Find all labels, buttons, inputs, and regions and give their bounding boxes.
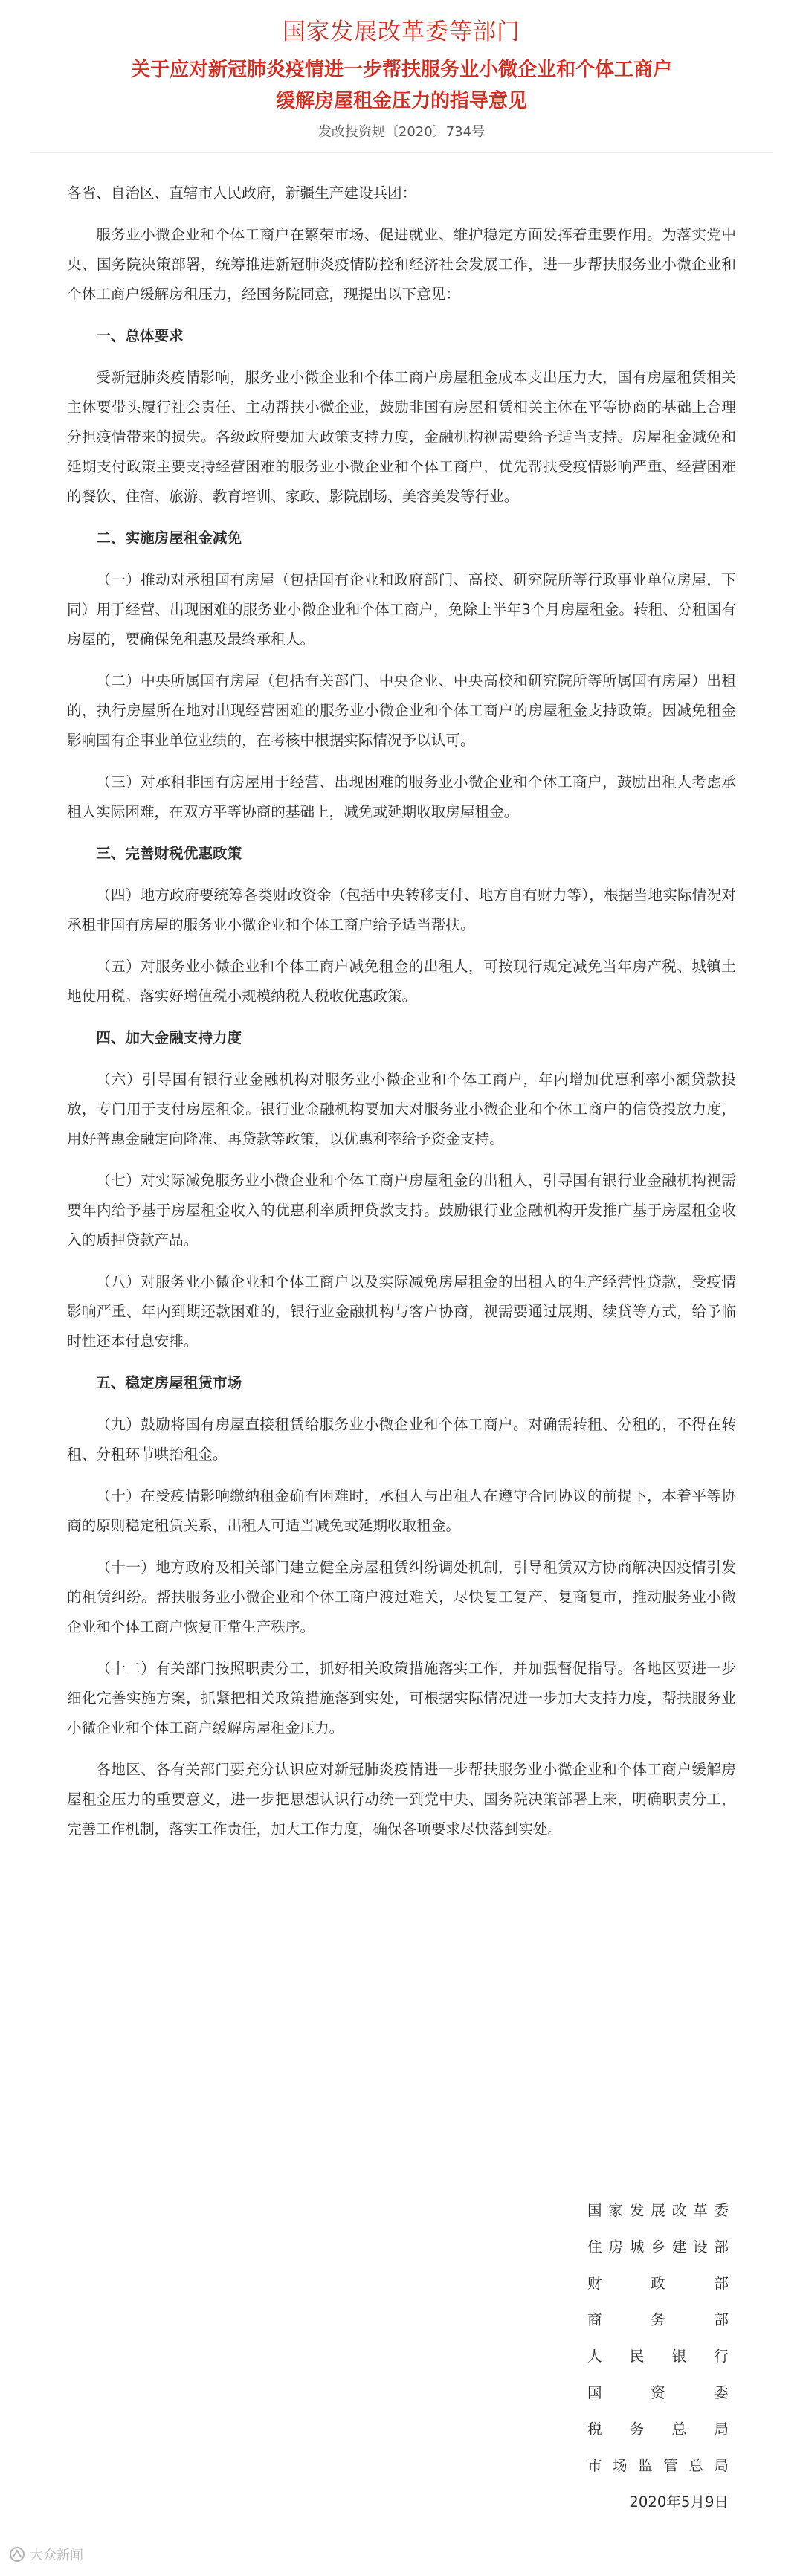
signatory-mofcom: 商务部 xyxy=(587,2311,729,2328)
watermark xyxy=(9,2543,83,2566)
clause-2: （二）中央所属国有房屋（包括有关部门、中央企业、中央高校和研究院所等所属国有房屋）出租的，执行房屋所在地对出现经营困难的服务业小微企业和个体工商户的房屋租金支持政策。因减免租金影响国有企事业单位业绩的，在考核中根据实际情况予以认可。 xyxy=(67,672,736,749)
signatory-sta: 税务总局 xyxy=(587,2421,729,2438)
clause-8: （八）对服务业小微企业和个体工商户以及实际减免房屋租金的出租人的生产经营性贷款，受疫情影响严重、年内到期还款困难的，银行业金融机构与客户协商，视需要通过展期、续贷等方式，给予临时性还本付息安排。 xyxy=(67,1273,736,1350)
signatory-block xyxy=(587,2192,729,2520)
news-logo-icon xyxy=(9,2546,25,2563)
signatory-samr: 市场监管总局 xyxy=(587,2457,729,2474)
signatory-ndrc: 国家发展改革委 xyxy=(587,2202,729,2219)
section-heading-3: 三、完善财税优惠政策 xyxy=(96,845,242,862)
clause-11: （十一）地方政府及相关部门建立健全房屋租赁纠纷调处机制，引导租赁双方协商解决因疫情引发的租赁纠纷。帮扶服务业小微企业和个体工商户渡过难关，尽快复工复产、复商复市，推动服务业小微企业和个体工商户恢复正常生产秩序。 xyxy=(67,1559,736,1635)
salutation: 各省、自治区、直辖市人民政府，新疆生产建设兵团： xyxy=(67,184,417,202)
clause-9: （九）鼓励将国有房屋直接租赁给服务业小微企业和个体工商户。对确需转租、分租的，不得在转租、分租环节哄抬租金。 xyxy=(67,1416,736,1463)
clause-7: （七）对实际减免服务业小微企业和个体工商户房屋租金的出租人，引导国有银行业金融机构视需要年内给予基于房屋租金收入的优惠利率质押贷款支持。鼓励银行业金融机构开发推广基于房屋租金收入的质押贷款产品。 xyxy=(67,1172,736,1249)
clause-3: （三）对承租非国有房屋用于经营、出现困难的服务业小微企业和个体工商户，鼓励出租人考虑承租人实际困难，在双方平等协商的基础上，减免或延期收取房屋租金。 xyxy=(67,773,736,820)
signatory-mohurd: 住房城乡建设部 xyxy=(587,2238,729,2255)
section-heading-4: 四、加大金融支持力度 xyxy=(96,1029,242,1046)
intro-paragraph: 服务业小微企业和个体工商户在繁荣市场、促进就业、维护稳定方面发挥着重要作用。为落实党中央、国务院决策部署，统筹推进新冠肺炎疫情防控和经济社会发展工作，进一步帮扶服务业小微企业和个体工商户缓解房租压力，经国务院同意，现提出以下意见： xyxy=(67,226,736,303)
clause-6: （六）引导国有银行业金融机构对服务业小微企业和个体工商户，年内增加优惠利率小额贷款投放，专门用于支付房屋租金。银行业金融机构要加大对服务业小微企业和个体工商户的信贷投放力度，用好普惠金融定向降准、再贷款等政策，以优惠利率给予资金支持。 xyxy=(67,1071,736,1147)
clause-10: （十）在受疫情影响缴纳租金确有困难时，承租人与出租人在遵守合同协议的前提下，本着平等协商的原则稳定租赁关系，出租人可适当减免或延期收取租金。 xyxy=(67,1487,736,1534)
closing-paragraph: 各地区、各有关部门要充分认识应对新冠肺炎疫情进一步帮扶服务业小微企业和个体工商户缓解房屋租金压力的重要意义，进一步把思想认识行动统一到党中央、国务院决策部署上来，明确职责分工，完善工作机制，落实工作责任，加大工作力度，确保各项要求尽快落到实处。 xyxy=(67,1761,736,1838)
document-title-line-1: 关于应对新冠肺炎疫情进一步帮扶服务业小微企业和个体工商户 xyxy=(130,59,672,81)
section-heading-5: 五、稳定房屋租赁市场 xyxy=(96,1374,242,1391)
document-title-line-2: 缓解房屋租金压力的指导意见 xyxy=(275,90,527,112)
document-body xyxy=(67,178,736,1856)
section-heading-1: 一、总体要求 xyxy=(96,327,184,344)
document-header xyxy=(0,0,803,152)
clause-12: （十二）有关部门按照职责分工，抓好相关政策措施落实工作，并加强督促指导。各地区要进一步细化完善实施方案，抓紧把相关政策措施落到实处，可根据实际情况进一步加大支持力度，帮扶服务业小微企业和个体工商户缓解房屋租金压力。 xyxy=(67,1660,736,1736)
watermark-text: 大众新闻 xyxy=(30,2548,83,2563)
header-divider xyxy=(30,152,773,153)
signatory-mof: 财政部 xyxy=(587,2275,729,2292)
clause-5: （五）对服务业小微企业和个体工商户减免租金的出租人，可按现行规定减免当年房产税、城镇土地使用税。落实好增值税小规模纳税人税收优惠政策。 xyxy=(67,958,736,1005)
clause-1: （一）推动对承租国有房屋（包括国有企业和政府部门、高校、研究院所等行政事业单位房屋，下同）用于经营、出现困难的服务业小微企业和个体工商户，免除上半年3个月房屋租金。转租、分租国有房屋的，要确保免租惠及最终承租人。 xyxy=(67,571,736,648)
issuer-title: 国家发展改革委等部门 xyxy=(283,19,520,45)
signatory-sasac: 国资委 xyxy=(587,2384,729,2401)
signatory-pboc: 人民银行 xyxy=(587,2348,729,2365)
section-1-paragraph: 受新冠肺炎疫情影响，服务业小微企业和个体工商户房屋租金成本支出压力大，国有房屋租赁相关主体要带头履行社会责任、主动帮扶小微企业，鼓励非国有房屋租赁相关主体在平等协商的基础上合理分担疫情带来的损失。各级政府要加大政策支持力度，金融机构视需要给予适当支持。房屋租金减免和延期支付政策主要支持经营困难的服务业小微企业和个体工商户，优先帮扶受疫情影响严重、经营困难的餐饮、住宿、旅游、教育培训、家政、影院剧场、美容美发等行业。 xyxy=(67,369,736,505)
issue-date: 2020年5月9日 xyxy=(629,2493,729,2511)
clause-4: （四）地方政府要统筹各类财政资金（包括中央转移支付、地方自有财力等），根据当地实际情况对承租非国有房屋的服务业小微企业和个体工商户给予适当帮扶。 xyxy=(67,886,736,933)
document-number: 发改投资规〔2020〕734号 xyxy=(317,124,486,140)
section-heading-2: 二、实施房屋租金减免 xyxy=(96,529,242,547)
